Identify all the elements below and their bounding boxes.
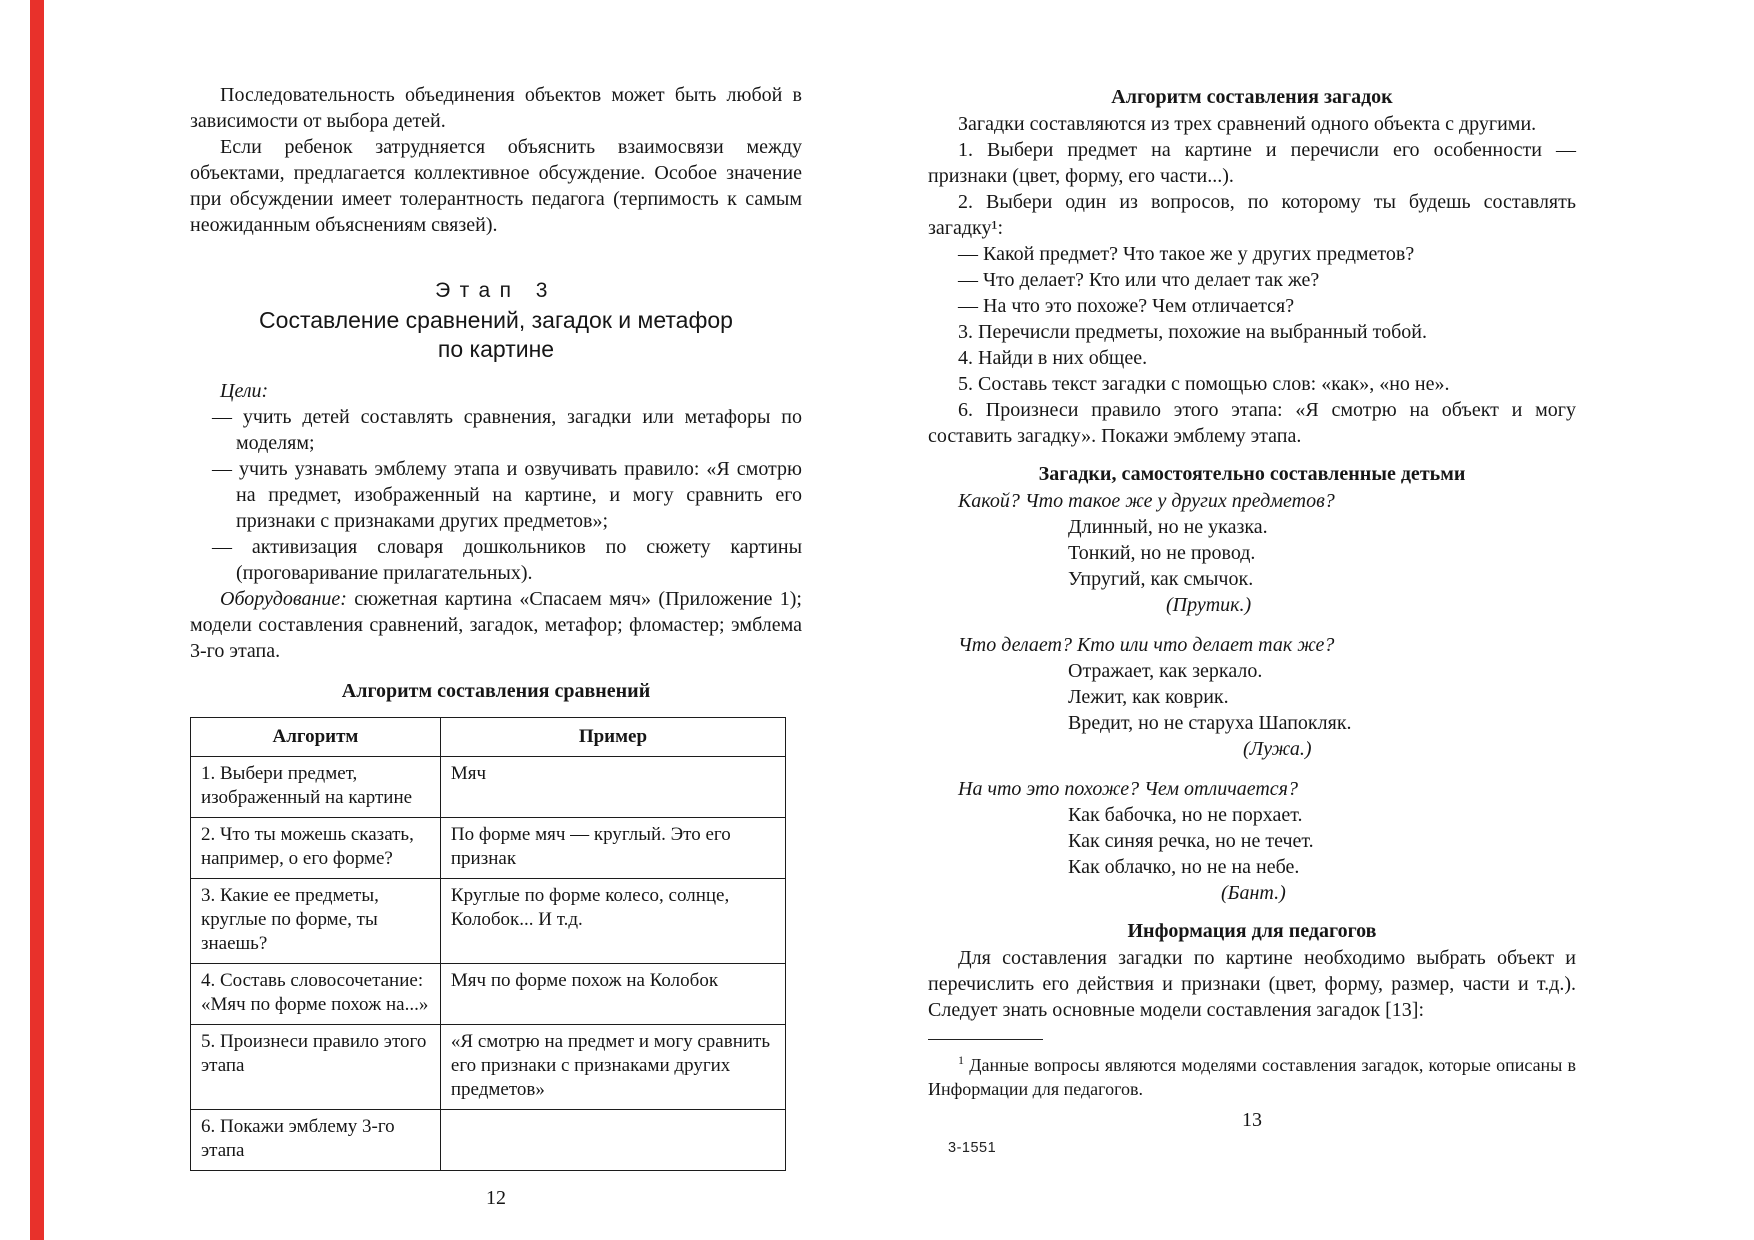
equipment-paragraph	[190, 586, 802, 664]
page-number-left: 12	[486, 1187, 506, 1209]
table-row	[191, 964, 786, 1025]
footnote-text: Данные вопросы являются моделями составления загадок, которые описаны в Информации для педагогов.	[928, 1055, 1577, 1099]
footnote-marker: 1	[958, 1053, 964, 1067]
algorithm-step: 3. Перечисли предметы, похожие на выбранный тобой.	[958, 321, 1427, 343]
riddle-answer: (Бант.)	[1221, 882, 1286, 904]
equipment-label: Оборудование:	[220, 588, 347, 610]
table-cell: 1. Выбери предмет, изображенный на картине	[191, 757, 441, 818]
algorithm-step: 1. Выбери предмет на картине и перечисли его особенности — признаки (цвет, форму, его части...).	[928, 139, 1576, 187]
goals-label: Цели:	[220, 380, 269, 402]
paragraph: Загадки составляются из трех сравнений одного объекта с другими.	[958, 113, 1537, 135]
riddle-algorithm-heading: Алгоритм составления загадок	[1111, 86, 1393, 108]
children-riddles-heading: Загадки, самостоятельно составленные детьми	[1038, 463, 1466, 485]
riddle-question: Что делает? Кто или что делает так же?	[958, 634, 1335, 656]
table-row	[191, 1110, 786, 1171]
riddle-line: Лежит, как коврик.	[1068, 686, 1229, 708]
table-cell: «Я смотрю на предмет и могу сравнить его признаки с признаками других предметов»	[440, 1025, 785, 1110]
footnote-rule	[928, 1039, 1043, 1040]
riddle-line: Длинный, но не указка.	[1068, 516, 1268, 538]
question-option: — Что делает? Кто или что делает так же?	[958, 269, 1320, 291]
table-row	[191, 1025, 786, 1110]
algorithm-step: 2. Выбери один из вопросов, по которому ты будешь составлять загадку¹:	[928, 191, 1576, 239]
riddle-question: На что это похоже? Чем отличается?	[958, 778, 1298, 800]
table-cell: По форме мяч — круглый. Это его признак	[440, 818, 785, 879]
table-cell: Мяч	[440, 757, 785, 818]
table-cell: Круглые по форме колесо, солнце, Колобок... И т.д.	[440, 879, 785, 964]
table-row	[191, 879, 786, 964]
goal-item: — активизация словаря дошкольников по сюжету картины (проговаривание прилагательных).	[212, 536, 802, 584]
question-option: — Какой предмет? Что такое же у других предметов?	[958, 243, 1415, 265]
riddle-line: Отражает, как зеркало.	[1068, 660, 1263, 682]
table-header-cell: Пример	[440, 718, 785, 757]
table-title: Алгоритм составления сравнений	[341, 680, 651, 702]
algorithm-step: 5. Составь текст загадки с помощью слов: «как», «но не».	[958, 373, 1450, 395]
riddle-question: Какой? Что такое же у других предметов?	[958, 490, 1335, 512]
table-row	[191, 757, 786, 818]
riddle-line: Упругий, как смычок.	[1068, 568, 1254, 590]
algorithm-step: 6. Произнеси правило этого этапа: «Я смотрю на объект и могу составить загадку». Покажи эмблему этапа.	[928, 399, 1576, 447]
table-cell: 2. Что ты можешь сказать, например, о его форме?	[191, 818, 441, 879]
riddle-line: Как облачко, но не на небе.	[1068, 856, 1300, 878]
stage-label: Этап 3	[435, 279, 557, 302]
riddle-line: Как бабочка, но не порхает.	[1068, 804, 1303, 826]
riddle-line: Тонкий, но не провод.	[1068, 542, 1256, 564]
equipment-text: сюжетная картина «Спасаем мяч» (Приложение 1); модели составления сравнений, загадок, метафор; фломастер; эмблема 3-го этапа.	[190, 588, 802, 662]
goal-item: — учить узнавать эмблему этапа и озвучивать правило: «Я смотрю на предмет, изображенный на картине, и могу сравнить его признаки с признаками других предметов»;	[212, 458, 802, 532]
table-cell: 5. Произнеси правило этого этапа	[191, 1025, 441, 1110]
algorithm-step: 4. Найди в них общее.	[958, 347, 1148, 369]
stage-title-line: по картине	[437, 336, 555, 362]
riddle-line: Вредит, но не старуха Шапокляк.	[1068, 712, 1352, 734]
stage-title-line: Составление сравнений, загадок и метафор	[259, 307, 733, 333]
scan-edge-red-strip	[30, 0, 44, 1240]
riddle-line: Как синяя речка, но не течет.	[1068, 830, 1314, 852]
teacher-info-heading: Информация для педагогов	[1127, 920, 1377, 942]
paragraph: Последовательность объединения объектов может быть любой в зависимости от выбора детей.	[190, 84, 802, 132]
paragraph: Для составления загадки по картине необходимо выбрать объект и перечислить его действия и признаки (цвет, форму, размер, части и т.д.). Следует знать основные модели составления загадок [13]:	[928, 947, 1576, 1021]
footnote	[928, 1048, 1576, 1101]
goal-item: — учить детей составлять сравнения, загадки или метафоры по моделям;	[212, 406, 802, 454]
left-page	[190, 82, 802, 1210]
riddle-answer: (Прутик.)	[1166, 594, 1252, 616]
right-page	[928, 84, 1576, 1132]
table-header-row	[191, 718, 786, 757]
comparison-algorithm-table	[190, 717, 786, 1171]
table-cell: 4. Составь словосочетание: «Мяч по форме похож на...»	[191, 964, 441, 1025]
question-option: — На что это похоже? Чем отличается?	[958, 295, 1295, 317]
table-cell: 3. Какие ее предметы, круглые по форме, ты знаешь?	[191, 879, 441, 964]
riddle-group	[928, 488, 1576, 618]
page-number-right: 13	[1242, 1109, 1262, 1131]
stage-heading	[190, 276, 802, 364]
print-signature-mark: 3-1551	[948, 1140, 997, 1156]
table-cell: Мяч по форме похож на Колобок	[440, 964, 785, 1025]
table-row	[191, 818, 786, 879]
riddle-group	[928, 632, 1576, 762]
paragraph: Если ребенок затрудняется объяснить взаимосвязи между объектами, предлагается коллективное обсуждение. Особое значение при обсуждении имеет толерантность педагога (терпимость к самым неожиданным объяснениям связей).	[190, 136, 802, 236]
table-cell: 6. Покажи эмблему 3-го этапа	[191, 1110, 441, 1171]
riddle-answer: (Лужа.)	[1243, 738, 1312, 760]
riddle-group	[928, 776, 1576, 906]
table-header-cell: Алгоритм	[191, 718, 441, 757]
table-cell	[440, 1110, 785, 1171]
